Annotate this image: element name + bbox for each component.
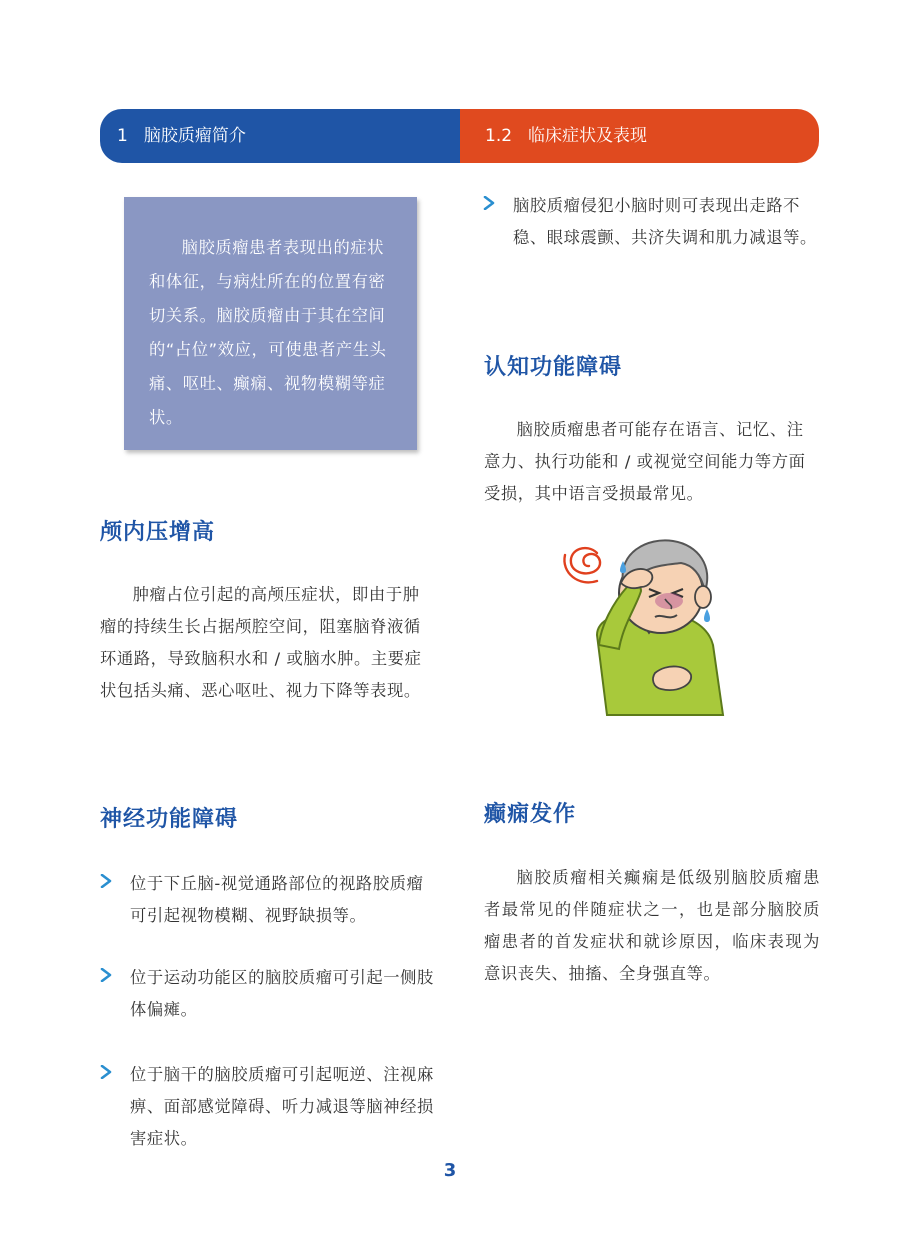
chapter-header-bar bbox=[100, 109, 819, 163]
epilepsy-title: 癫痫发作 bbox=[484, 802, 577, 827]
chapter-number: 1 bbox=[117, 126, 128, 146]
page-number: 3 bbox=[443, 1160, 457, 1181]
section-title-text: 临床症状及表现 bbox=[528, 126, 648, 146]
chevron-right-icon bbox=[100, 968, 112, 982]
summary-box bbox=[124, 197, 417, 450]
chevron-right-icon bbox=[100, 1065, 112, 1079]
dizzy-swirl-icon bbox=[564, 548, 600, 582]
neuro-title: 神经功能障碍 bbox=[100, 807, 239, 832]
neuro-bullet-text-1: 位于下丘脑-视觉通路部位的视路胶质瘤可引起视物模糊、视野缺损等。 bbox=[130, 874, 424, 925]
chapter-title bbox=[117, 109, 246, 163]
sweat-drop-icon bbox=[704, 609, 710, 622]
headache-man-illustration bbox=[557, 525, 737, 720]
section-number: 1.2 bbox=[485, 126, 513, 146]
neuro-bullet-text-3: 位于脑干的脑胶质瘤可引起呃逆、注视麻痹、面部感觉障碍、听力减退等脑神经损害症状。 bbox=[130, 1065, 434, 1148]
section-title bbox=[485, 109, 647, 163]
section-header-right bbox=[460, 109, 819, 163]
chevron-right-icon bbox=[100, 874, 112, 888]
epilepsy-text: 脑胶质瘤相关癫痫是低级别脑胶质瘤患者最常见的伴随症状之一，也是部分脑胶质瘤患者的首发症状和就诊原因，临床表现为意识丧失、抽搐、全身强直等。 bbox=[484, 868, 820, 983]
intracranial-title: 颅内压增高 bbox=[100, 520, 216, 545]
cerebellum-bullet-text: 脑胶质瘤侵犯小脑时则可表现出走路不稳、眼球震颤、共济失调和肌力减退等。 bbox=[513, 196, 817, 247]
intracranial-text: 肿瘤占位引起的高颅压症状，即由于肿瘤的持续生长占据颅腔空间，阻塞脑脊液循环通路，导致脑积水和 / 或脑水肿。主要症状包括头痛、恶心呕吐、视力下降等表现。 bbox=[100, 585, 422, 700]
cognitive-title: 认知功能障碍 bbox=[484, 355, 623, 380]
cognitive-text: 脑胶质瘤患者可能存在语言、记忆、注意力、执行功能和 / 或视觉空间能力等方面受损，其中语言受损最常见。 bbox=[484, 420, 806, 503]
neuro-bullet-text-2: 位于运动功能区的脑胶质瘤可引起一侧肢体偏瘫。 bbox=[130, 968, 434, 1019]
chapter-title-text: 脑胶质瘤简介 bbox=[143, 126, 246, 146]
chapter-header-left bbox=[100, 109, 462, 163]
summary-text: 脑胶质瘤患者表现出的症状和体征，与病灶所在的位置有密切关系。脑胶质瘤由于其在空间的“占位”效应，可使患者产生头痛、呕吐、癫痫、视物模糊等症状。 bbox=[149, 238, 387, 427]
chevron-right-icon bbox=[483, 196, 495, 210]
